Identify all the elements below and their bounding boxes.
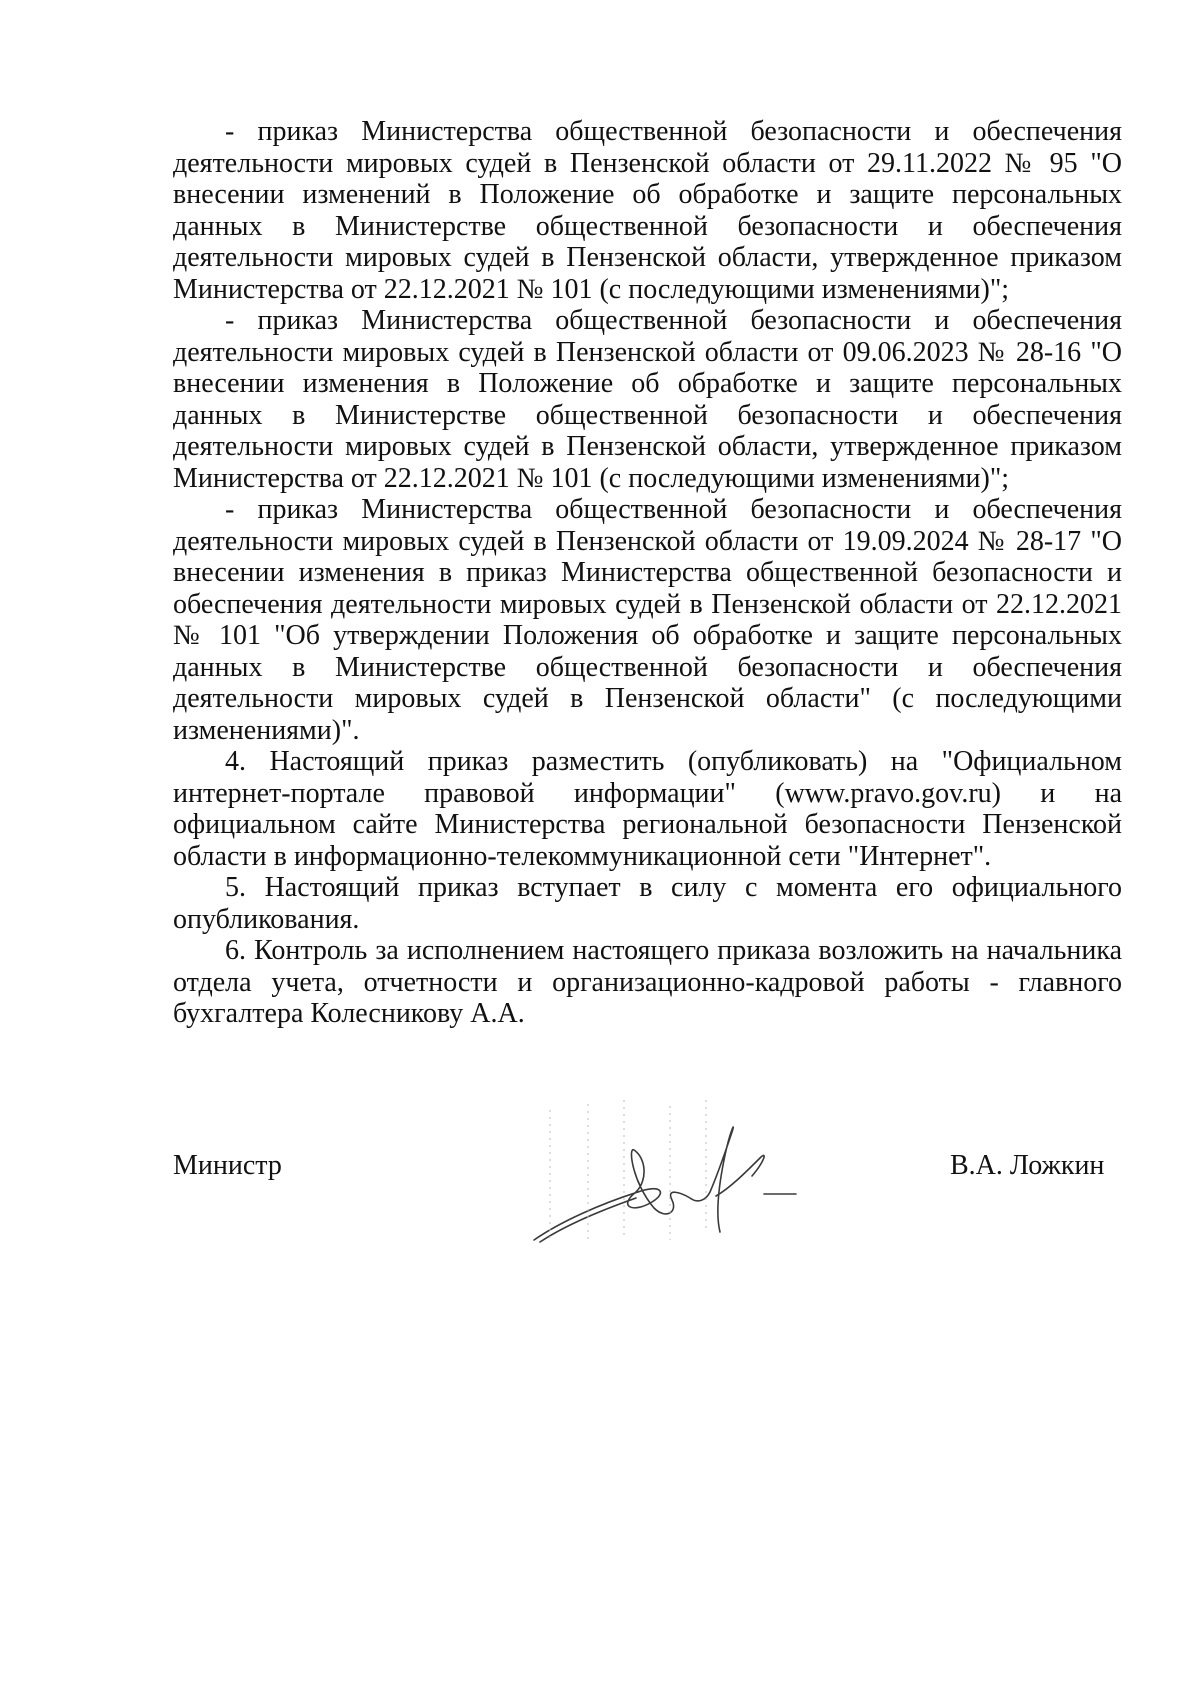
document-body <box>173 116 1122 1030</box>
paragraph-item-5: 5. Настоящий приказ вступает в силу с момента его официального опубликования. <box>173 872 1122 935</box>
paragraph-item-4: 4. Настоящий приказ разместить (опубликовать) на "Официальном интернет-портале правовой информации" (www.pravo.gov.ru) и на официальном сайте Министерства региональной безопасности Пензенской области в информационно-телекоммуникационной сети "Интернет". <box>173 746 1122 872</box>
signatory-name: В.А. Ложкин <box>950 1150 1105 1181</box>
signature-block <box>0 1150 1200 1240</box>
paragraph-order-2022: - приказ Министерства общественной безопасности и обеспечения деятельности мировых судей в Пензенской области от 29.11.2022 № 95 "О внесении изменений в Положение об обработке и защите персональных данных в Министерстве общественной безопасности и обеспечения деятельности мировых судей в Пензенской области, утвержденное приказом Министерства от 22.12.2021 № 101 (с последующими изменениями)"; <box>173 116 1122 305</box>
paragraph-order-2024: - приказ Министерства общественной безопасности и обеспечения деятельности мировых судей в Пензенской области от 19.09.2024 № 28-17 "О внесении изменения в приказ Министерства общественной безопасности и обеспечения деятельности мировых судей в Пензенской области от 22.12.2021 № 101 "Об утверждении Положения об обработке и защите персональных данных в Министерстве общественной безопасности и обеспечения деятельности мировых судей в Пензенской области" (с последующими изменениями)". <box>173 494 1122 746</box>
paragraph-order-2023: - приказ Министерства общественной безопасности и обеспечения деятельности мировых судей в Пензенской области от 09.06.2023 № 28-16 "О внесении изменения в Положение об обработке и защите персональных данных в Министерстве общественной безопасности и обеспечения деятельности мировых судей в Пензенской области, утвержденное приказом Министерства от 22.12.2021 № 101 (с последующими изменениями)"; <box>173 305 1122 494</box>
paragraph-item-6: 6. Контроль за исполнением настоящего приказа возложить на начальника отдела учета, отчетности и организационно-кадровой работы - главного бухгалтера Колесникову А.А. <box>173 935 1122 1029</box>
signatory-title: Министр <box>173 1150 282 1181</box>
